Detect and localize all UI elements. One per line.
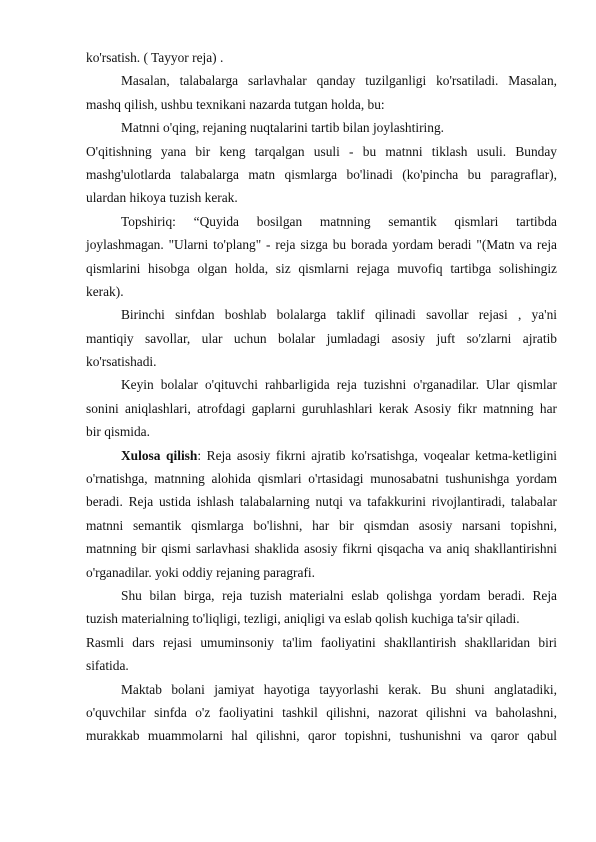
conclusion-text: Reja asosiy fikrni ajratib ko'rsatishga, voqealar ketma-ketligini — [206, 447, 557, 463]
paragraph-line: Maktab bolani jamiyat hayotiga tayyorlashi kerak. Bu shuni anglatadiki, — [121, 681, 557, 697]
text-line: bir qismida. — [86, 424, 150, 440]
text-line: O'qitishning yana bir keng tarqalgan usuli - bu matnni tiklash usuli. Bunday — [86, 143, 557, 159]
text-line: o'quvchilar sinfda o'z faoliyatini tashkil qilishni, nazorat qilishni va baholashni, — [86, 704, 557, 720]
text-line: ulardan hikoya tuzish kerak. — [86, 190, 238, 206]
paragraph-line: Keyin bolalar o'qituvchi rahbarligida reja tuzishni o'rganadilar. Ular qismlar — [121, 377, 557, 393]
text-line: o'rnatishga, matnning alohida qismlari o'rtasidagi munosabatni tushunishga yordam — [86, 471, 557, 487]
conclusion-heading: Xulosa qilish — [121, 447, 198, 463]
text-line: murakkab muammolarni hal qilishni, qaror topishni, tushunishni va qaror qabul — [86, 728, 557, 744]
paragraph-line: Shu bilan birga, reja tuzish materialni eslab qolishga yordam beradi. Reja — [121, 587, 557, 603]
text-line: mashq qilish, ushbu texnikani nazarda tutgan holda, bu: — [86, 96, 385, 112]
text-line: o'rganadilar. yoki oddiy rejaning paragrafi. — [86, 564, 315, 580]
conclusion-line: Xulosa qilish: Reja asosiy fikrni ajratib ko'rsatishga, voqealar ketma-ketligini — [121, 447, 557, 463]
text-line: Rasmli dars rejasi umuminsoniy ta'lim faoliyatini shakllantirish shakllaridan biri — [86, 634, 557, 650]
text-line: sifatida. — [86, 658, 129, 674]
text-line: qismlarini hisobga olgan holda, siz qismlarni rejaga muvofiq tartibga solishingiz — [86, 260, 557, 276]
paragraph-line: Matnni o'qing, rejaning nuqtalarini tartib bilan joylashtiring. — [121, 120, 444, 136]
text-line: sonini aniqlashlari, atrofdagi gaplarni guruhlashlari kerak Asosiy fikr matnning har — [86, 400, 557, 416]
text-line: matnni semantik qismlarga bo'lishni, har bir qismdan asosiy narsani topishni, — [86, 517, 557, 533]
text-line: joylashmagan. "Ularni to'plang" - reja sizga bu borada yordam beradi "(Matn va reja — [86, 237, 557, 253]
text-line: mantiqiy savollar, ular uchun bolalar jumladagi asosiy juft so'zlarni ajratib — [86, 330, 557, 346]
text-line: kerak). — [86, 283, 124, 299]
text-line: ko'rsatishadi. — [86, 354, 157, 370]
text-line: mashg'ulotlarda talabalarga matn qismlarga bo'linadi (ko'pincha bu paragraflar), — [86, 166, 557, 182]
paragraph-line: Topshiriq: “Quyida bosilgan matnning semantik qismlari tartibda — [121, 213, 557, 229]
text-line: tuzish materialning to'liqligi, tezligi, aniqligi va eslab qolish kuchiga ta'sir qiladi. — [86, 611, 520, 627]
paragraph-line: Masalan, talabalarga sarlavhalar qanday tuzilganligi ko'rsatiladi. Masalan, — [121, 73, 557, 89]
text-line: matnning bir qismi sarlavhasi shaklida asosiy fikrni qisqacha va aniq shakllantirishni — [86, 541, 557, 557]
document-page — [86, 46, 557, 748]
text-line: ko'rsatish. ( Tayyor reja) . — [86, 50, 224, 65]
text-line: beradi. Reja ustida ishlash talabalarning nutqi va tafakkurini rivojlantiradi, talabalar — [86, 494, 557, 510]
paragraph-line: Birinchi sinfdan boshlab bolalarga taklif qilinadi savollar rejasi , ya'ni — [121, 307, 557, 323]
